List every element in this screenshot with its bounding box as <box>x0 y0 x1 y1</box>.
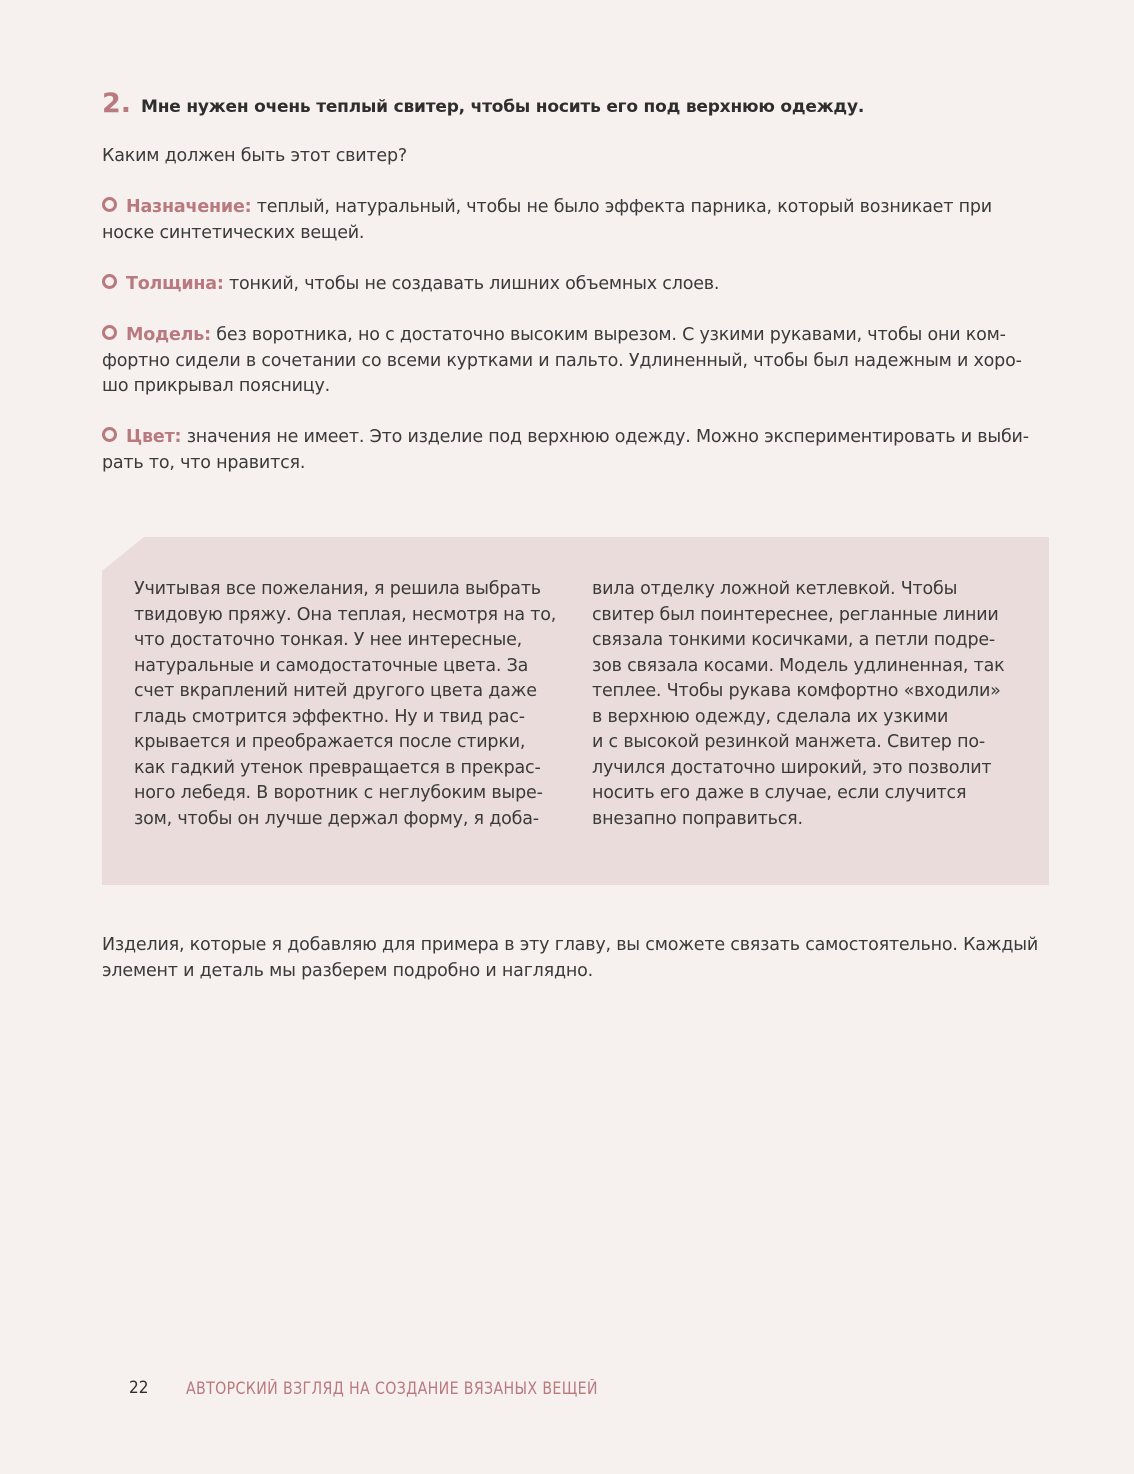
bullet-label: Толщина: <box>126 274 224 294</box>
bullet-purpose <box>102 195 1052 246</box>
bullet-model <box>102 323 1052 400</box>
callout-column-right <box>592 577 1004 832</box>
callout-line: лучился достаточно широкий, это позволит <box>592 757 992 778</box>
bullet-text: теплый, натуральный, чтобы не было эффекта парника, который возникает при <box>251 197 992 217</box>
section-number: 2. <box>102 88 132 119</box>
circle-bullet-icon <box>102 197 117 212</box>
circle-bullet-icon <box>102 274 117 289</box>
bullet-line <box>102 323 1052 349</box>
callout-column-left <box>134 577 556 832</box>
callout-line: внезапно поправиться. <box>592 808 803 829</box>
callout-line: счет вкраплений нитей другого цвета даже <box>134 681 537 701</box>
callout-line: носить его даже в случае, если случится <box>592 783 967 803</box>
callout-line: ного лебедя. В воротник с неглубоким выре- <box>134 783 543 803</box>
bullet-thickness <box>102 272 1052 298</box>
bullet-line <box>102 425 1052 451</box>
callout-line: как гадкий утенок превращается в прекрас- <box>134 757 541 778</box>
bullet-line <box>102 272 1052 298</box>
callout-line: свитер был поинтереснее, регланные линии <box>592 604 999 625</box>
callout-line: связала тонкими косичками, а петли подре- <box>592 630 996 650</box>
circle-bullet-icon <box>102 427 117 442</box>
section-title: Мне нужен очень теплый свитер, чтобы носить его под верхнюю одежду. <box>141 97 865 117</box>
section-heading <box>102 88 1062 119</box>
bullet-text: значения не имеет. Это изделие под верхнюю одежду. Можно экспериментировать и выби- <box>181 427 1029 447</box>
callout-line: Учитывая все пожелания, я решила выбрать <box>134 579 541 599</box>
callout-line: в верхнюю одежду, сделала их узкими <box>592 706 949 727</box>
bullet-text: фортно сидели в сочетании со всеми куртками и пальто. Удлиненный, чтобы был надежным и хоро- <box>102 350 1022 371</box>
bullet-label: Модель: <box>126 325 211 345</box>
callout-line: твидовую пряжу. Она теплая, несмотря на то, <box>134 604 557 625</box>
bullet-text: без воротника, но с достаточно высоким вырезом. С узкими рукавами, чтобы они ком- <box>210 325 1006 345</box>
callout-line: зом, чтобы он лучше держал форму, я доба- <box>134 808 539 829</box>
callout-line: натуральные и самодостаточные цвета. За <box>134 655 529 676</box>
callout-line: крывается и преображается после стирки, <box>134 732 526 752</box>
bullet-line <box>102 195 1052 221</box>
page-number: 22 <box>129 1378 149 1398</box>
intro-line: Каким должен быть этот свитер? <box>102 146 407 166</box>
callout-line: что достаточно тонкая. У нее интересные, <box>134 630 523 650</box>
bullet-text: шо прикрывал поясницу. <box>102 376 331 396</box>
callout-line: теплее. Чтобы рукава комфортно «входили» <box>592 681 1001 701</box>
closing-line: Изделия, которые я добавляю для примера в эту главу, вы сможете связать самостоятельно. Каждый <box>102 935 1039 955</box>
closing-line: элемент и деталь мы разберем подробно и наглядно. <box>102 960 594 981</box>
bullet-color <box>102 425 1052 476</box>
closing-paragraph <box>102 933 1062 984</box>
callout-line: и с высокой резинкой манжета. Свитер по- <box>592 732 985 752</box>
callout-line: гладь смотрится эффектно. Ну и твид рас- <box>134 706 525 727</box>
intro-question <box>102 144 1052 170</box>
running-title: АВТОРСКИЙ ВЗГЛЯД НА СОЗДАНИЕ ВЯЗАНЫХ ВЕЩЕЙ <box>186 1379 598 1398</box>
bullet-label: Цвет: <box>126 427 182 447</box>
circle-bullet-icon <box>102 325 117 340</box>
bullet-text: носке синтетических вещей. <box>102 222 365 243</box>
callout-line: вила отделку ложной кетлевкой. Чтобы <box>592 579 958 599</box>
callout-line: зов связала косами. Модель удлиненная, так <box>592 655 1005 676</box>
bullet-label: Назначение: <box>126 197 252 217</box>
bullet-text: рать то, что нравится. <box>102 452 306 473</box>
bullet-text: тонкий, чтобы не создавать лишних объемных слоев. <box>223 274 720 294</box>
